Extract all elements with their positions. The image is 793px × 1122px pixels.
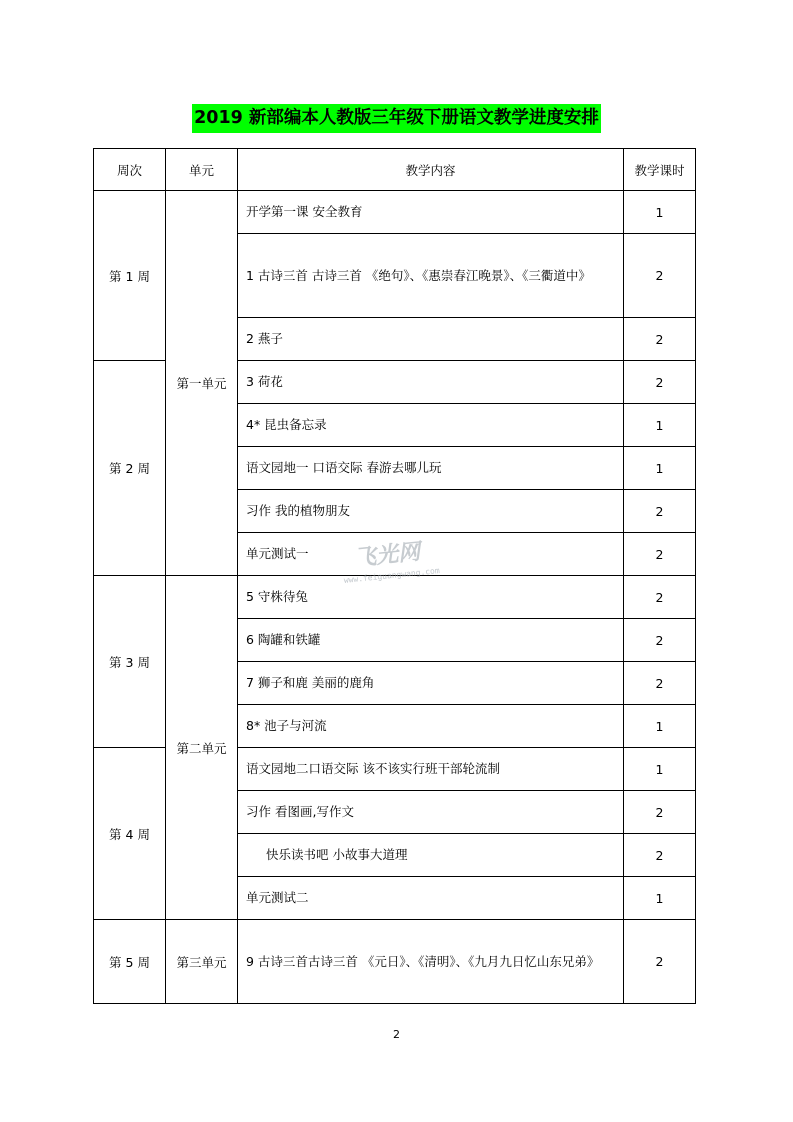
header-unit: 单元 (166, 149, 238, 191)
content-cell: 习作 看图画,写作文 (238, 791, 624, 834)
content-cell: 单元测试一 (238, 533, 624, 576)
week-cell: 第 2 周 (94, 361, 166, 576)
header-content: 教学内容 (238, 149, 624, 191)
content-cell: 5 守株待兔 (238, 576, 624, 619)
content-cell: 4* 昆虫备忘录 (238, 404, 624, 447)
hours-cell: 1 (624, 705, 696, 748)
hours-cell: 2 (624, 791, 696, 834)
content-cell: 单元测试二 (238, 877, 624, 920)
content-cell: 1 古诗三首 古诗三首 《绝句》、《惠崇春江晚景》、《三衢道中》 (238, 234, 624, 318)
content-cell: 3 荷花 (238, 361, 624, 404)
title-container (0, 104, 793, 133)
content-cell: 6 陶罐和铁罐 (238, 619, 624, 662)
hours-cell: 2 (624, 920, 696, 1004)
content-cell: 9 古诗三首古诗三首 《元日》、《清明》、《九月九日忆山东兄弟》 (238, 920, 624, 1004)
content-cell: 习作 我的植物朋友 (238, 490, 624, 533)
hours-cell: 2 (624, 619, 696, 662)
unit-cell: 第一单元 (166, 191, 238, 576)
hours-cell: 2 (624, 576, 696, 619)
document-title: 2019 新部编本人教版三年级下册语文教学进度安排 (192, 104, 601, 133)
watermark-main-text: 飞光网 (353, 539, 422, 572)
header-row (94, 149, 696, 191)
hours-cell: 1 (624, 191, 696, 234)
content-cell: 语文园地一 口语交际 春游去哪儿玩 (238, 447, 624, 490)
week-cell: 第 5 周 (94, 920, 166, 1004)
content-cell: 7 狮子和鹿 美丽的鹿角 (238, 662, 624, 705)
watermark-sub-text: www.feiguangwang.com (343, 566, 441, 586)
hours-cell: 1 (624, 447, 696, 490)
unit-cell: 第三单元 (166, 920, 238, 1004)
schedule-table (93, 148, 696, 1004)
content-cell: 开学第一课 安全教育 (238, 191, 624, 234)
hours-cell: 2 (624, 490, 696, 533)
page-number: 2 (393, 1028, 400, 1041)
week-cell: 第 4 周 (94, 748, 166, 920)
hours-cell: 2 (624, 361, 696, 404)
table-row (94, 576, 696, 619)
table-row (94, 920, 696, 1004)
week-cell: 第 1 周 (94, 191, 166, 361)
content-cell: 快乐读书吧 小故事大道理 (238, 834, 624, 877)
hours-cell: 2 (624, 234, 696, 318)
hours-cell: 1 (624, 748, 696, 791)
content-cell: 语文园地二口语交际 该不该实行班干部轮流制 (238, 748, 624, 791)
hours-cell: 1 (624, 404, 696, 447)
week-cell: 第 3 周 (94, 576, 166, 748)
hours-cell: 2 (624, 662, 696, 705)
table-row (94, 191, 696, 234)
content-cell: 2 燕子 (238, 318, 624, 361)
hours-cell: 2 (624, 318, 696, 361)
unit-cell: 第二单元 (166, 576, 238, 920)
hours-cell: 1 (624, 877, 696, 920)
header-hours: 教学课时 (624, 149, 696, 191)
hours-cell: 2 (624, 834, 696, 877)
hours-cell: 2 (624, 533, 696, 576)
content-cell: 8* 池子与河流 (238, 705, 624, 748)
header-week: 周次 (94, 149, 166, 191)
